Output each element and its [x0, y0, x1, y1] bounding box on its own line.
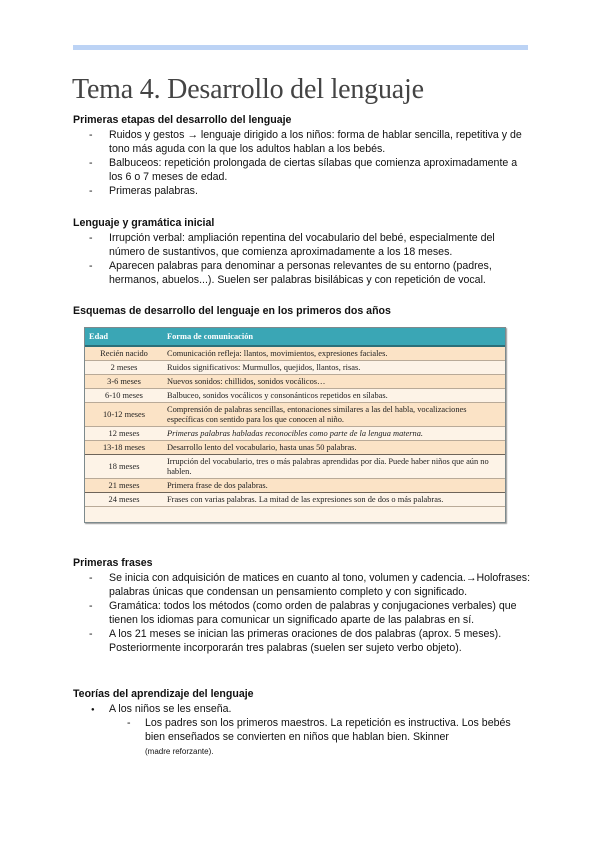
section-heading: Primeras etapas del desarrollo del lenguaje: [73, 114, 292, 126]
list-item: - Ruidos y gestos → lenguaje dirigido a los niños: forma de hablar sencilla, repetitiva y de tono más aguda con la que los adultos hablan a los bebés.: [73, 128, 533, 156]
table-header-age: Edad: [85, 328, 163, 346]
table-cell-communication: Balbuceo, sonidos vocálicos y consonánticos repetidos en sílabas.: [163, 389, 505, 403]
section-heading: Lenguaje y gramática inicial: [73, 217, 215, 229]
table-cell-communication: Primeras palabras habladas reconocibles como parte de la lengua materna.: [163, 427, 505, 441]
table-row: [85, 346, 505, 361]
table-cell-communication: Irrupción del vocabulario, tres o más palabras aprendidas por día. Puede haber niños que aún no hablen.: [163, 455, 505, 479]
sub-list-item-text: Los padres son los primeros maestros. La repetición es instructiva. Los bebés bien enseñados se convierten en niños que hablan bien. Skinner: [145, 717, 511, 743]
table-row: [85, 455, 505, 479]
table-row: [85, 493, 505, 507]
table-cell-age: 13-18 meses: [85, 441, 163, 455]
sub-list-item: [109, 716, 533, 759]
list-item: [73, 702, 533, 759]
list: [73, 128, 533, 198]
table-cell-age: 6-10 meses: [85, 389, 163, 403]
list-item: - A los 21 meses se inician las primeras oraciones de dos palabras (aprox. 5 meses). Posteriormente incorporarán tres palabras (suelen ser sujeto verbo objeto).: [73, 627, 533, 655]
table-row: [85, 361, 505, 375]
table-row: [85, 441, 505, 455]
table-cell-age: 10-12 meses: [85, 403, 163, 427]
section-heading: Esquemas de desarrollo del lenguaje en los primeros dos años: [73, 305, 391, 317]
table-cell-age: 24 meses: [85, 493, 163, 507]
list: [73, 231, 533, 287]
table-cell-age: Recién nacido: [85, 346, 163, 361]
table-cell-age: 21 meses: [85, 479, 163, 493]
list: [73, 702, 533, 759]
table-cell-communication: Comprensión de palabras sencillas, entonaciones similares a las del habla, vocalizaciones específicas con sentido para los que conocen al niño.: [163, 403, 505, 427]
sub-list-item-note: (madre reforzante).: [145, 747, 214, 756]
table-row: [85, 389, 505, 403]
table-cell-age: 3-6 meses: [85, 375, 163, 389]
list-item: - Balbuceos: repetición prolongada de ciertas sílabas que comienza aproximadamente a los 6 o 7 meses de edad.: [73, 156, 533, 184]
table-cell-communication: Desarrollo lento del vocabulario, hasta unas 50 palabras.: [163, 441, 505, 455]
table-cell-communication: Comunicación refleja: llantos, movimientos, expresiones faciales.: [163, 346, 505, 361]
table-cell-communication: Nuevos sonidos: chillidos, sonidos vocálicos…: [163, 375, 505, 389]
list-item: - Primeras palabras.: [73, 184, 533, 198]
header-rule: [73, 45, 528, 50]
development-table: [84, 327, 506, 523]
table-cell-communication: Primera frase de dos palabras.: [163, 479, 505, 493]
table-row: [85, 427, 505, 441]
list-item: - Irrupción verbal: ampliación repentina del vocabulario del bebé, especialmente del número de sustantivos, que comienza aproximadamente a los 18 meses.: [73, 231, 533, 259]
table-cell-communication: Frases con varias palabras. La mitad de las expresiones son de dos o más palabras.: [163, 493, 505, 507]
sub-list: [109, 716, 533, 759]
list-item: - Gramática: todos los métodos (como orden de palabras y conjugaciones verbales) que tienen los idiomas para comunicar un significado aparte de las palabras en sí.: [73, 599, 533, 627]
table-cell-age: 18 meses: [85, 455, 163, 479]
table-row: [85, 375, 505, 389]
table-cell-age: 12 meses: [85, 427, 163, 441]
list-item-text: A los niños se les enseña.: [109, 703, 232, 715]
page-title: Tema 4. Desarrollo del lenguaje: [72, 74, 424, 105]
table-cell-communication: Ruidos significativos: Murmullos, quejidos, llantos, risas.: [163, 361, 505, 375]
table-row: [85, 403, 505, 427]
table-cell-age: 2 meses: [85, 361, 163, 375]
table-row: [85, 479, 505, 493]
list-item: - Aparecen palabras para denominar a personas relevantes de su entorno (padres, hermanos, abuelos...). Suelen ser palabras bisilábicas y con repetición de vocal.: [73, 259, 533, 287]
list-item: - Se inicia con adquisición de matices en cuanto al tono, volumen y cadencia.→Holofrases: palabras únicas que condensan un pensamiento completo y con significado.: [73, 571, 533, 599]
table-header-communication: Forma de comunicación: [163, 328, 505, 346]
section-heading: Teorías del aprendizaje del lenguaje: [73, 688, 254, 700]
section-heading: Primeras frases: [73, 557, 153, 569]
list: [73, 571, 533, 655]
